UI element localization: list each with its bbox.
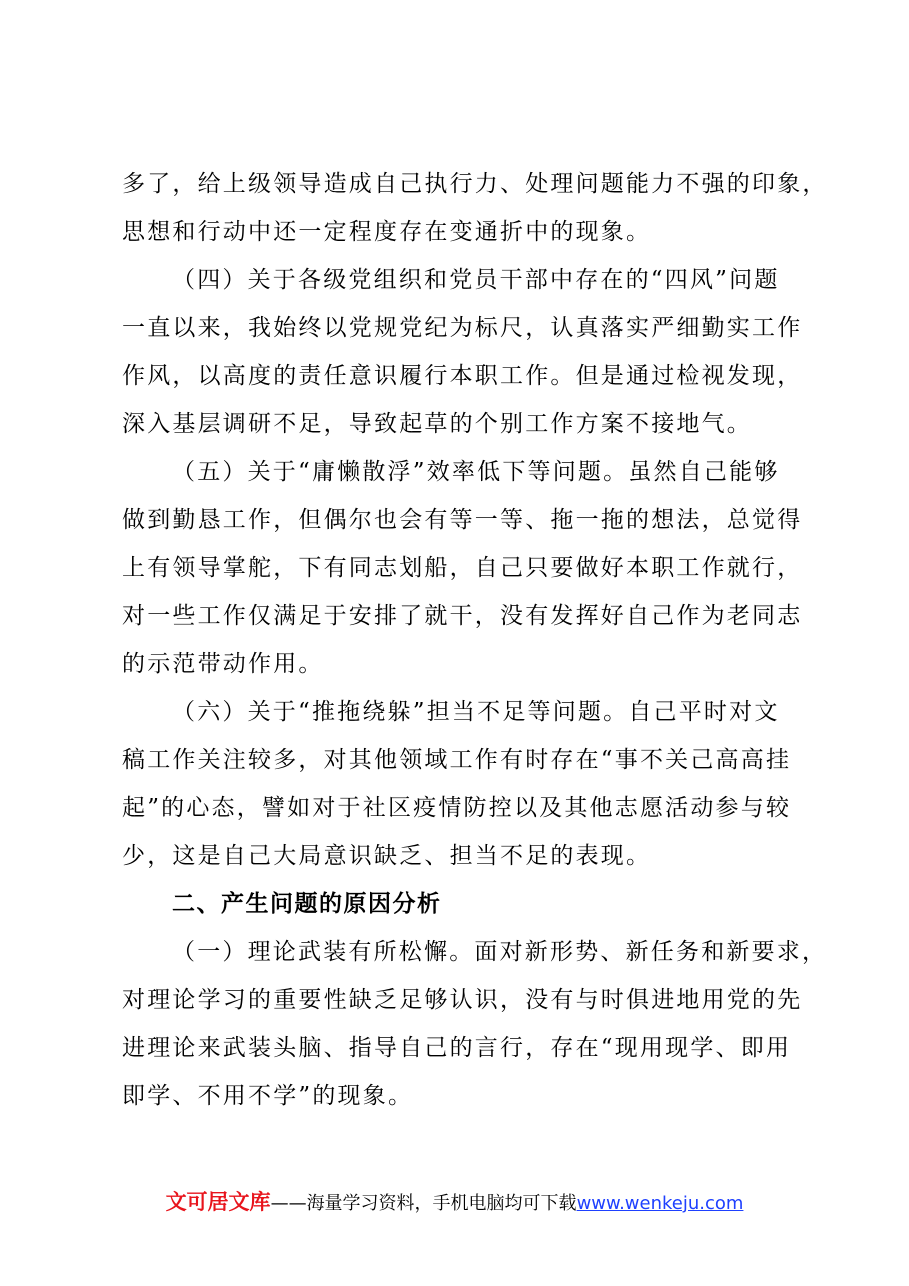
section-heading-1: （一）理论武装有所松懈。面对新形势、新任务和新要求， bbox=[172, 939, 828, 965]
chapter-heading: 二、产生问题的原因分析 bbox=[172, 891, 442, 917]
body-line: 多了，给上级领导造成自己执行力、处理问题能力不强的印象， bbox=[122, 171, 828, 197]
body-line: 对理论学习的重要性缺乏足够认识，没有与时俱进地用党的先 bbox=[122, 987, 803, 1013]
footer-site-link[interactable]: www.wenkeju.com bbox=[576, 1193, 744, 1214]
body-line: 深入基层调研不足，导致起草的个别工作方案不接地气。 bbox=[122, 411, 752, 437]
section-heading-4: （四）关于各级党组织和党员干部中存在的“四风”问题 bbox=[172, 267, 780, 293]
body-line: 起”的心态，譬如对于社区疫情防控以及其他志愿活动参与较 bbox=[122, 795, 792, 821]
body-line: 的示范带动作用。 bbox=[122, 651, 324, 677]
body-line: 即学、不用不学”的现象。 bbox=[122, 1083, 414, 1109]
footer-brand: 文可居文库 bbox=[165, 1190, 271, 1214]
body-line: 少，这是自己大局意识缺乏、担当不足的表现。 bbox=[122, 843, 652, 869]
body-line: 对一些工作仅满足于安排了就干，没有发挥好自己作为老同志 bbox=[122, 603, 803, 629]
body-line: 上有领导掌舵，下有同志划船，自己只要做好本职工作就行， bbox=[122, 555, 803, 581]
body-line: 作风，以高度的责任意识履行本职工作。但是通过检视发现， bbox=[122, 363, 803, 389]
footer-banner bbox=[0, 1186, 909, 1216]
section-heading-6: （六）关于“推拖绕躲”担当不足等问题。自己平时对文 bbox=[172, 699, 780, 725]
body-line: 一直以来，我始终以党规党纪为标尺，认真落实严细勤实工作 bbox=[122, 315, 803, 341]
body-line: 思想和行动中还一定程度存在变通折中的现象。 bbox=[122, 219, 652, 245]
body-line: 做到勤恳工作，但偶尔也会有等一等、拖一拖的想法，总觉得 bbox=[122, 507, 803, 533]
body-line: 稿工作关注较多，对其他领域工作有时存在“事不关己高高挂 bbox=[122, 747, 792, 773]
footer-tagline: ——海量学习资料，手机电脑均可下载 bbox=[270, 1193, 577, 1214]
body-line: 进理论来武装头脑、指导自己的言行，存在“现用现学、即用 bbox=[122, 1035, 792, 1061]
section-heading-5: （五）关于“庸懒散浮”效率低下等问题。虽然自己能够 bbox=[172, 459, 780, 485]
